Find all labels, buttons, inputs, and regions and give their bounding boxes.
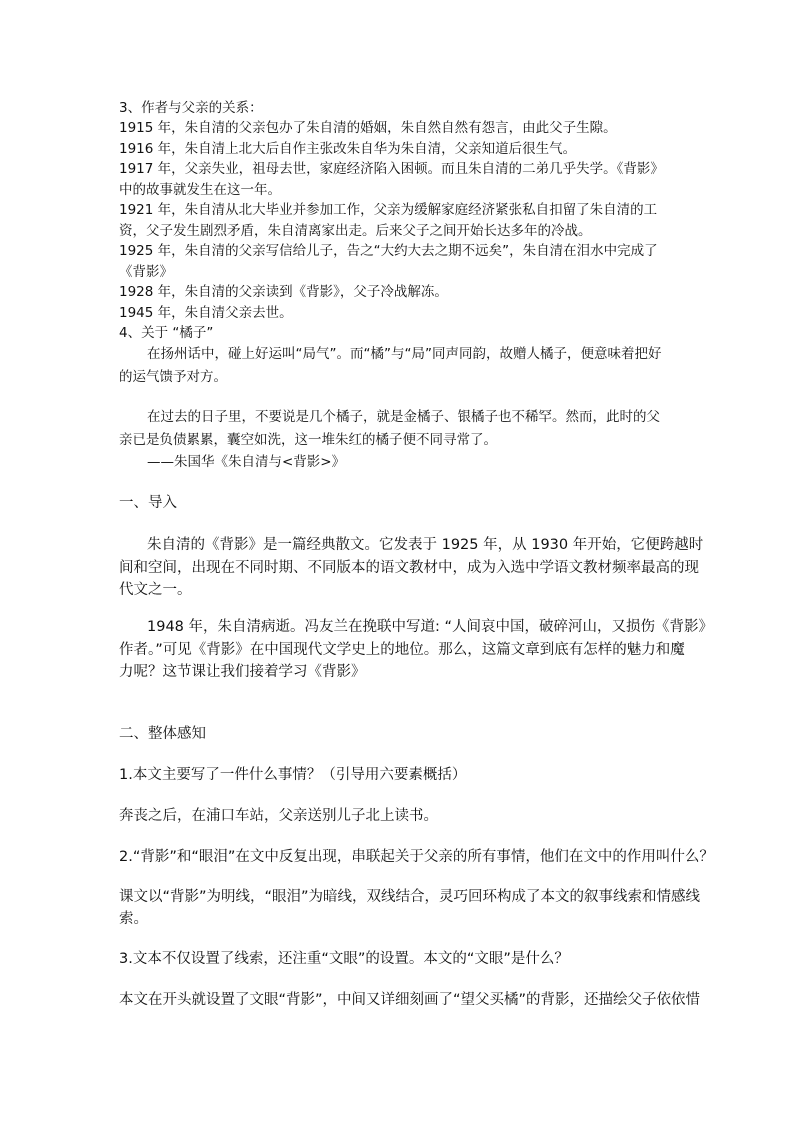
answer-2-line: 索。 [119,911,148,927]
relationship-heading: 3、作者与父亲的关系： [119,100,263,116]
intro-paragraph-line: 1948 年，朱自清病逝。冯友兰在挽联中写道: “人间哀中国，破碎河山，又损伤《背影》 [147,619,714,635]
relationship-line: 1915 年，朱自清的父亲包办了朱自清的婚姻，朱自然自然有怨言，由此父子生隙。 [119,120,617,136]
relationship-line: 1945 年，朱自清父亲去世。 [119,305,293,321]
intro-paragraph-line: 作者。”可见《背影》在中国现代文学史上的地位。那么，这篇文章到底有怎样的魅力和魔 [119,642,685,658]
relationship-line: 《背影》 [119,264,173,280]
question-3: 3.文本不仅设置了线索，还注重“文眼”的设置。本文的“文眼”是什么？ [119,951,569,967]
relationship-line: 1928 年，朱自清的父亲读到《背影》，父子冷战解冻。 [119,284,448,300]
orange-paragraph-line: 的运气馈予对方。 [119,369,227,385]
relationship-line: 1921 年，朱自清从北大毕业并参加工作，父亲为缓解家庭经济紧张私自扣留了朱自清的工 [119,202,658,218]
orange-paragraph-line: 在扬州话中，碰上好运叫“局气”。而“橘”与“局”同声同韵，故赠人橘子，便意味着把好 [147,346,662,362]
intro-paragraph-line: 朱自清的《背影》是一篇经典散文。它发表于 1925 年，从 1930 年开始，它便跨越时 [147,537,704,553]
intro-paragraph-line: 间和空间，出现在不同时期、不同版本的语文教材中，成为入选中学语文教材频率最高的现 [119,560,699,576]
answer-1: 奔丧之后，在浦口车站，父亲送别儿子北上读书。 [119,808,438,824]
relationship-line: 1916 年，朱自清上北大后自作主张改朱自华为朱自清，父亲知道后很生气。 [119,141,577,157]
orange-source: ——朱国华《朱自清与<背影>》 [147,454,346,470]
relationship-line: 1917 年，父亲失业，祖母去世，家庭经济陷入困顿。而且朱自清的二弟几乎失学。《背影》 [119,161,664,177]
overview-heading: 二、整体感知 [119,726,206,742]
intro-paragraph-line: 代文之一。 [119,582,192,598]
intro-heading: 一、导入 [119,495,177,511]
answer-2-line: 课文以“背影”为明线，“眼泪”为暗线，双线结合，灵巧回环构成了本文的叙事线索和情感线 [119,889,701,905]
question-2: 2.“背影”和“眼泪”在文中反复出现，串联起关于父亲的所有事情，他们在文中的作用叫什么？ [119,849,714,865]
question-1: 1.本文主要写了一件什么事情？（引导用六要素概括） [119,767,467,783]
relationship-line: 中的故事就发生在这一年。 [119,182,281,198]
orange-heading: 4、关于 “橘子” [119,325,214,341]
relationship-line: 1925 年，朱自清的父亲写信给儿子，告之“大约大去之期不远矣”，朱自清在泪水中完成了 [119,243,658,259]
relationship-line: 资，父子发生剧烈矛盾，朱自清离家出走。后来父子之间开始长达多年的冷战。 [119,223,592,239]
orange-paragraph-line: 在过去的日子里，不要说是几个橘子，就是金橘子、银橘子也不稀罕。然而，此时的父 [147,409,660,425]
orange-paragraph-line: 亲已是负债累累，囊空如洗，这一堆朱红的橘子便不同寻常了。 [119,432,497,448]
answer-3: 本文在开头就设置了文眼“背影”，中间又详细刻画了“望父买橘”的背影，还描绘父子依依惜 [119,992,701,1008]
intro-paragraph-line: 力呢？这节课让我们接着学习《背影》 [119,664,366,680]
